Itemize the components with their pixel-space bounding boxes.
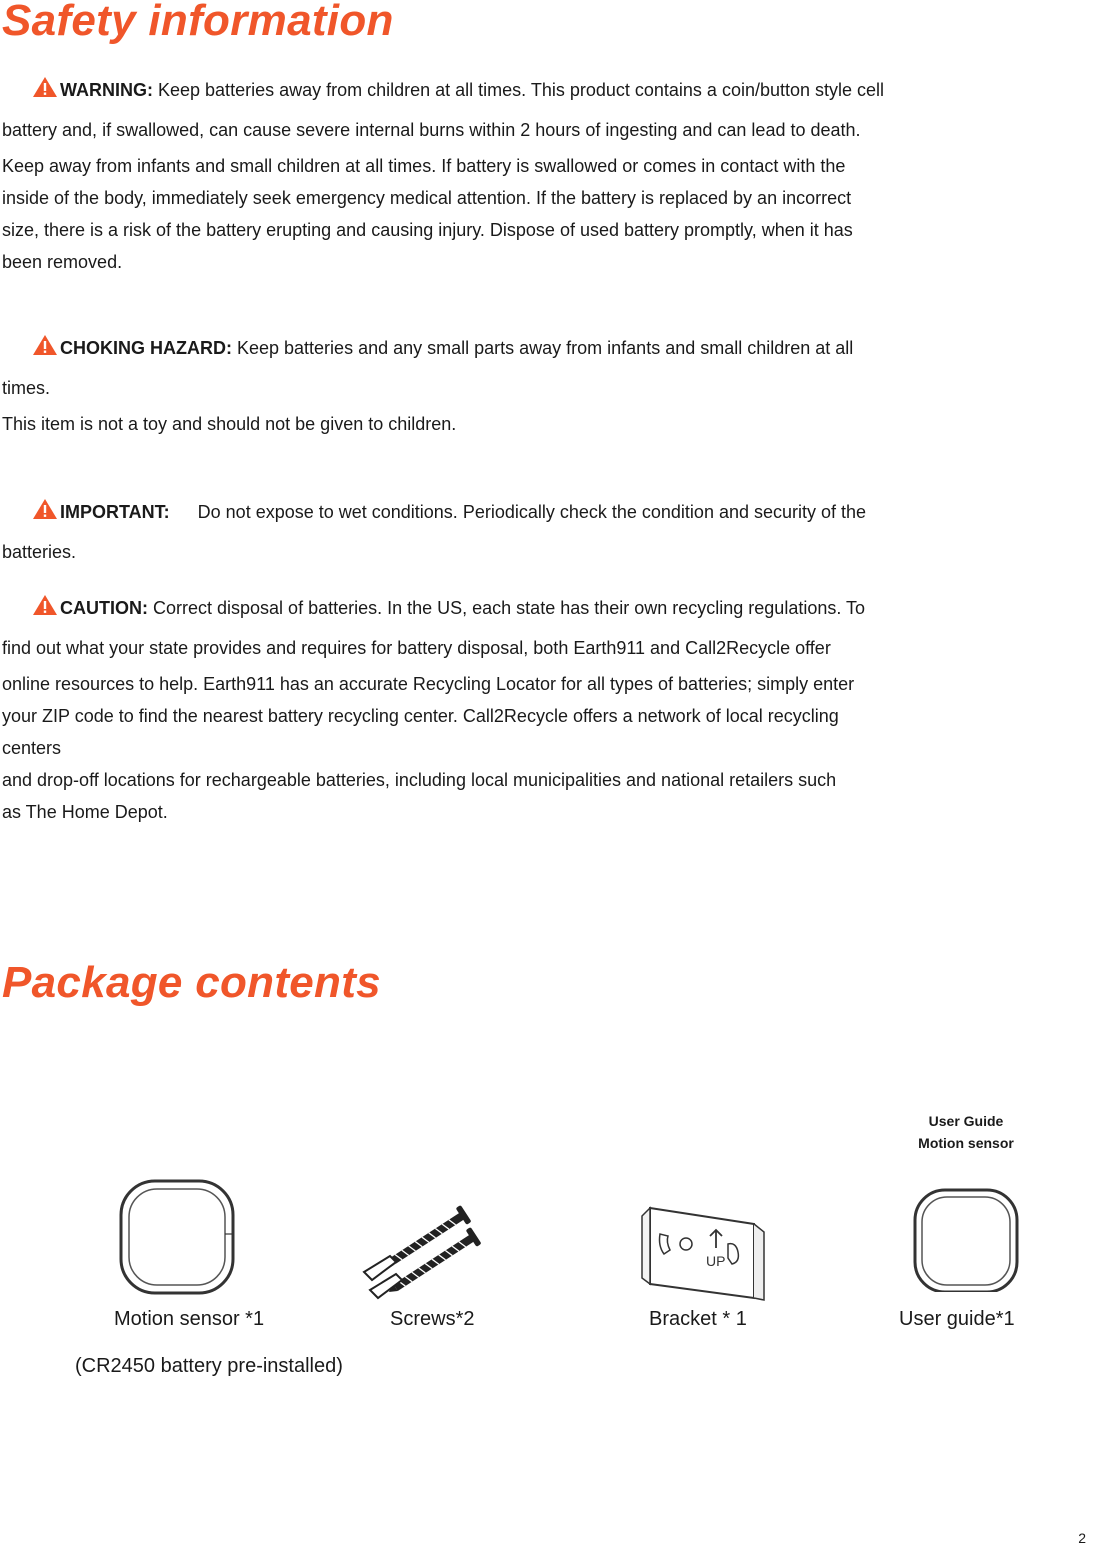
- caution-line: your ZIP code to find the nearest battery recycling center. Call2Recycle offers a network of local recycling: [2, 706, 839, 726]
- choking-line: This item is not a toy and should not be given to children.: [2, 414, 457, 434]
- item-label-bracket: Bracket * 1: [649, 1308, 747, 1330]
- item-label-motion-sensor: Motion sensor *1: [114, 1308, 265, 1330]
- page-number: 2: [1078, 1530, 1086, 1546]
- caution-line: as The Home Depot.: [2, 802, 168, 822]
- item-label-screws: Screws*2: [390, 1308, 475, 1330]
- item-sublabel-battery: (CR2450 battery pre-installed): [75, 1355, 343, 1377]
- warning-icon: [32, 76, 58, 98]
- safety-heading: Safety information: [2, 0, 394, 45]
- caution-line: and drop-off locations for rechargeable batteries, including local municipalities and national retailers such: [2, 770, 837, 790]
- warning-line: Keep away from infants and small children at all times. If battery is swallowed or comes in contact with the: [2, 156, 846, 176]
- warning-line: battery and, if swallowed, can cause severe internal burns within 2 hours of ingesting and can lead to death.: [2, 120, 861, 140]
- bracket-illustration: [636, 1198, 776, 1302]
- guide-subtitle: Motion sensor: [918, 1135, 1014, 1151]
- caution-paragraph: [2, 588, 1094, 828]
- caution-line: centers: [2, 738, 62, 758]
- warning-line: inside of the body, immediately seek emergency medical attention. If the battery is replaced by an incorrect: [2, 188, 852, 208]
- caution-label: CAUTION:: [60, 598, 148, 618]
- guide-title: User Guide: [928, 1113, 1004, 1129]
- choking-label: CHOKING HAZARD:: [60, 338, 232, 358]
- choking-text-first: Keep batteries and any small parts away from infants and small children at all: [231, 338, 854, 358]
- caution-line: find out what your state provides and requires for battery disposal, both Earth911 and Call2Recycle offer: [2, 638, 831, 658]
- warning-label: WARNING:: [60, 80, 153, 100]
- choking-paragraph: [2, 328, 1094, 440]
- caution-line: online resources to help. Earth911 has an accurate Recycling Locator for all types of batteries; simply enter: [2, 674, 855, 694]
- warning-text-first: Keep batteries away from children at all times. This product contains a coin/button style cell: [153, 80, 885, 100]
- item-label-user-guide: User guide*1: [899, 1308, 1015, 1330]
- important-label: IMPORTANT:: [60, 502, 170, 522]
- motion-sensor-illustration: [118, 1178, 236, 1296]
- guide-sensor-icon: [911, 1186, 1021, 1292]
- user-guide-illustration: [906, 1110, 1026, 1297]
- warning-line: been removed.: [2, 252, 123, 272]
- bracket-up-text: UP: [706, 1253, 726, 1269]
- package-heading: Package contents: [2, 958, 381, 1007]
- warning-line: size, there is a risk of the battery erupting and causing injury. Dispose of used battery promptly, when it has: [2, 220, 853, 240]
- important-paragraph: [2, 492, 1094, 572]
- warning-paragraph: [2, 70, 1094, 278]
- important-text-first: Do not expose to wet conditions. Periodically check the condition and security of the: [197, 502, 867, 522]
- screws-illustration: [360, 1200, 490, 1300]
- warning-icon: [32, 594, 58, 616]
- choking-line: times.: [2, 378, 51, 398]
- important-line: batteries.: [2, 542, 77, 562]
- caution-text-first: Correct disposal of batteries. In the US, each state has their own recycling regulations. To: [148, 598, 866, 618]
- warning-icon: [32, 498, 58, 520]
- warning-icon: [32, 334, 58, 356]
